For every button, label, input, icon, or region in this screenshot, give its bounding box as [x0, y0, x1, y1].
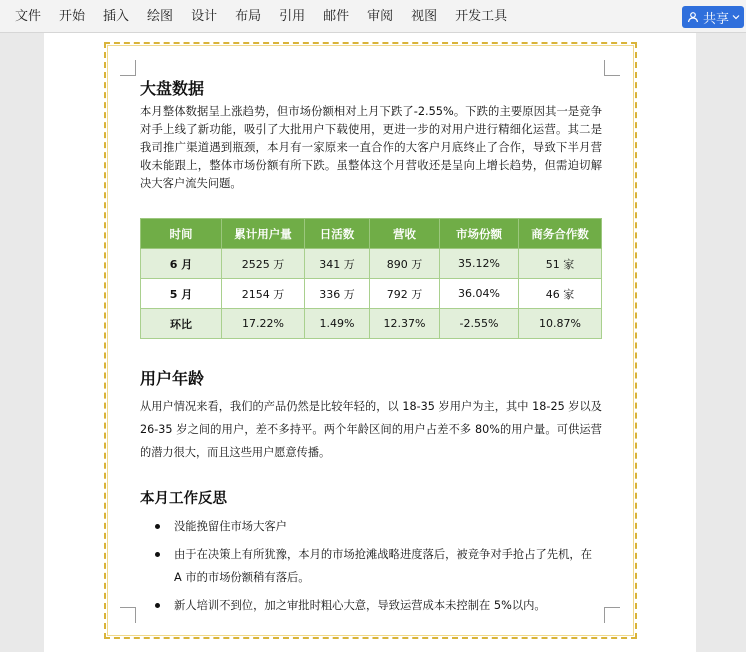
- menu-references[interactable]: 引用: [279, 9, 306, 24]
- table-cell: 5 月: [141, 279, 222, 309]
- table-header-cell: 时间: [141, 219, 222, 249]
- menu-bar: [6, 0, 516, 33]
- margin-corner-bottom-right: [604, 607, 620, 623]
- table-header-cell: 累计用户量: [222, 219, 305, 249]
- share-icon: [687, 11, 699, 23]
- table-cell: 1.49%: [305, 309, 370, 339]
- menu-review[interactable]: 审阅: [367, 9, 394, 24]
- menu-mailings[interactable]: 邮件: [323, 9, 350, 24]
- table-cell: 35.12%: [440, 249, 519, 279]
- list-item: [140, 594, 602, 617]
- ribbon-bar: [0, 0, 746, 33]
- menu-developer[interactable]: 开发工具: [455, 9, 508, 24]
- table-row: [141, 309, 602, 339]
- document-page[interactable]: [44, 33, 696, 652]
- table-cell: 17.22%: [222, 309, 305, 339]
- margin-corner-top-right: [604, 60, 620, 76]
- table-cell: 890 万: [370, 249, 440, 279]
- share-label: 共享: [703, 11, 730, 27]
- table-cell: 2154 万: [222, 279, 305, 309]
- menu-home[interactable]: 开始: [59, 9, 86, 24]
- table-cell: 336 万: [305, 279, 370, 309]
- list-item-text: 没能挽留住市场大客户: [174, 520, 287, 533]
- menu-file[interactable]: 文件: [15, 9, 42, 24]
- overview-paragraph: 本月整体数据呈上涨趋势，但市场份额相对上月下跌了-2.55%。下跌的主要原因其一是竞争对手上线了新功能，吸引了大批用户下载使用，更进一步的对用户进行精细化运营。其二是我司推广渠道遇到瓶颈，本月有一家原来一直合作的大客户月底终止了合作，导致下半月营收未能跟上，整体市场份额有所下跌。虽整体这个月营收还是呈向上增长趋势，但需迫切解决大客户流失问题。: [140, 105, 602, 190]
- chevron-down-icon: [732, 13, 740, 21]
- table-header-cell: 市场份额: [440, 219, 519, 249]
- table-cell: 46 家: [519, 279, 602, 309]
- table-cell: 341 万: [305, 249, 370, 279]
- margin-corner-bottom-left: [120, 607, 136, 623]
- table-header-row: [141, 219, 602, 249]
- menu-draw[interactable]: 绘图: [147, 9, 174, 24]
- table-cell: 2525 万: [222, 249, 305, 279]
- data-table: [140, 218, 602, 339]
- table-cell: 792 万: [370, 279, 440, 309]
- table-cell: 51 家: [519, 249, 602, 279]
- table-header-cell: 营收: [370, 219, 440, 249]
- list-item-text: 由于在决策上有所犹豫，本月的市场抢滩战略进度落后，被竞争对手抢占了先机，在 A 市的市场份额稍有落后。: [174, 548, 592, 584]
- menu-layout[interactable]: 布局: [235, 9, 262, 24]
- user-age-paragraph: 从用户情况来看，我们的产品仍然是比较年轻的，以 18-35 岁用户为主，其中 18-25 岁以及 26-35 岁之间的用户，差不多持平。两个年龄区间的用户占差不多 80%的用户量。可供运营的潜力很大，而且这些用户愿意传播。: [140, 400, 602, 459]
- table-cell: 12.37%: [370, 309, 440, 339]
- list-item: [140, 543, 602, 589]
- table-header-cell: 商务合作数: [519, 219, 602, 249]
- bullet-icon: [155, 552, 160, 557]
- table-cell: 10.87%: [519, 309, 602, 339]
- reflection-list: [140, 515, 602, 617]
- table-cell: -2.55%: [440, 309, 519, 339]
- menu-view[interactable]: 视图: [411, 9, 438, 24]
- margin-corner-top-left: [120, 60, 136, 76]
- table-cell: 36.04%: [440, 279, 519, 309]
- menu-insert[interactable]: 插入: [103, 9, 130, 24]
- table-cell: 6 月: [141, 249, 222, 279]
- bullet-icon: [155, 603, 160, 608]
- table-row: [141, 279, 602, 309]
- section-title-overview: 大盘数据: [140, 79, 205, 98]
- section-title-user-age: 用户年龄: [140, 369, 205, 388]
- table-row: [141, 249, 602, 279]
- section-title-reflection: 本月工作反思: [140, 490, 227, 507]
- share-button[interactable]: [682, 6, 744, 28]
- bullet-icon: [155, 524, 160, 529]
- list-item-text: 新人培训不到位，加之审批时粗心大意，导致运营成本未控制在 5%以内。: [174, 599, 546, 612]
- menu-design[interactable]: 设计: [191, 9, 218, 24]
- table-cell: 环比: [141, 309, 222, 339]
- table-header-cell: 日活数: [305, 219, 370, 249]
- list-item: [140, 515, 602, 538]
- document-body[interactable]: [140, 71, 602, 617]
